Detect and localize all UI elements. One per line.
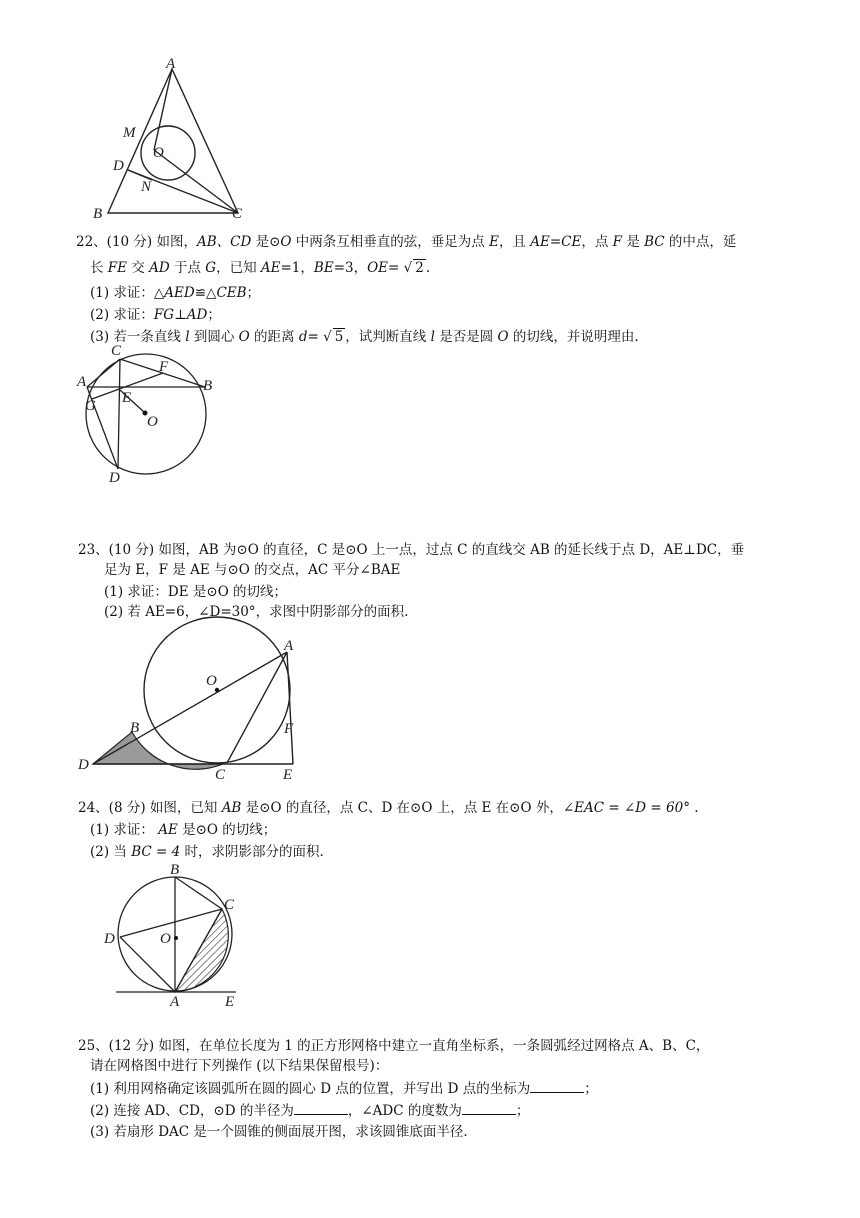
label-c: C: [111, 343, 122, 359]
segment-oc: [154, 150, 238, 213]
label-d: D: [104, 931, 115, 947]
q25-line1: 25、(12 分) 如图，在单位长度为 1 的正方形网格中建立一直角坐标系，一条圆弧经过网格点 A、B、C，: [78, 1038, 710, 1054]
label-o: O: [160, 931, 171, 947]
center-dot-o: [174, 936, 178, 940]
label-n: N: [141, 179, 152, 195]
label-a: A: [284, 638, 294, 654]
circle-o: [141, 126, 195, 180]
q22-sub1: (1) 求证：△AED≌△CEB；: [90, 285, 261, 301]
label-a: A: [77, 374, 87, 390]
q25-sub2: (2) 连接 AD、CD，⊙D 的半径为 ，∠ADC 的度数为 ；: [90, 1100, 529, 1121]
segment-ao: [154, 69, 172, 150]
label-g: G: [85, 398, 96, 414]
sqrt-radicand: 2: [415, 260, 424, 276]
label-d: D: [78, 757, 89, 773]
hatched-region: [175, 909, 228, 992]
label-b: B: [93, 206, 103, 222]
line-da: [93, 652, 287, 764]
label-f: F: [159, 359, 169, 375]
label-e: E: [283, 767, 293, 783]
triangle-abc: [108, 69, 238, 213]
figure-q23: [75, 612, 315, 784]
label-a: A: [170, 994, 180, 1010]
q24-line1: 24、(8 分) 如图，已知 AB 是⊙O 的直径，点 C、D 在⊙O 上，点 E 在⊙O 外，∠EAC = ∠D = 60° .: [78, 800, 699, 816]
label-a: A: [166, 56, 176, 72]
q23-line2: 足为 E，F 是 AE 与⊙O 的交点，AC 平分∠BAE: [104, 562, 401, 578]
label-d: D: [109, 470, 120, 486]
q25-sub3: (3) 若扇形 DAC 是一个圆锥的侧面展开图，求该圆锥底面半径.: [90, 1124, 468, 1140]
q22-sub2: (2) 求证：FG⊥AD；: [90, 307, 221, 323]
sqrt-symbol: √: [403, 260, 413, 276]
label-e: E: [122, 390, 132, 406]
label-b: B: [170, 862, 180, 878]
label-o: O: [147, 414, 158, 430]
q25-line2: 请在网格图中进行下列操作 (以下结果保留根号)：: [90, 1058, 389, 1074]
figure-q21: [85, 55, 255, 225]
q23-line1: 23、(10 分) 如图，AB 为⊙O 的直径，C 是⊙O 上一点，过点 C 的直线交 AB 的延长线于点 D，AE⊥DC，垂: [78, 542, 745, 558]
q23-sub1: (1) 求证：DE 是⊙O 的切线；: [104, 584, 288, 600]
q24-sub2: (2) 当 BC = 4 时，求阴影部分的面积.: [90, 844, 324, 860]
label-m: M: [123, 125, 136, 141]
q24-sub1: (1) 求证： AE 是⊙O 的切线；: [90, 822, 277, 838]
label-o: O: [153, 145, 164, 161]
label-f: F: [284, 721, 294, 737]
label-b: B: [203, 378, 213, 394]
figure-q24: [100, 862, 250, 1010]
answer-blank-angle[interactable]: [462, 1100, 516, 1115]
label-b: B: [130, 720, 140, 736]
q23-sub2: (2) 若 AE=6，∠D=30°，求图中阴影部分的面积.: [104, 604, 409, 620]
label-o: O: [206, 673, 217, 689]
answer-blank-center[interactable]: [530, 1078, 584, 1093]
q22-line2: 长 FE 交 AD 于点 G，已知 AE=1，BE=3，OE= √ 2 .: [90, 260, 431, 276]
label-c: C: [224, 897, 235, 913]
figure-q22: [75, 340, 225, 490]
segment-dc: [120, 909, 222, 937]
q22-line1: 22、(10 分) 如图，AB、CD 是⊙O 中两条互相垂直的弦，垂足为点 E，且 AE=CE，点 F 是 BC 的中点，延: [76, 234, 737, 250]
label-d: D: [113, 158, 124, 174]
chord-cd: [118, 359, 120, 469]
q22-sub3: (3) 若一条直线 l 到圆心 O 的距离 d= √ 5 ，试判断直线 l 是否是圆 O 的切线，并说明理由.: [90, 329, 639, 345]
answer-blank-radius[interactable]: [294, 1100, 348, 1115]
label-e: E: [225, 994, 235, 1010]
label-c: C: [215, 767, 226, 783]
q25-sub1: (1) 利用网格确定该圆弧所在圆的圆心 D 点的位置，并写出 D 点的坐标为 ；: [90, 1078, 598, 1099]
label-c: C: [232, 206, 243, 222]
segment-ac: [87, 359, 120, 387]
